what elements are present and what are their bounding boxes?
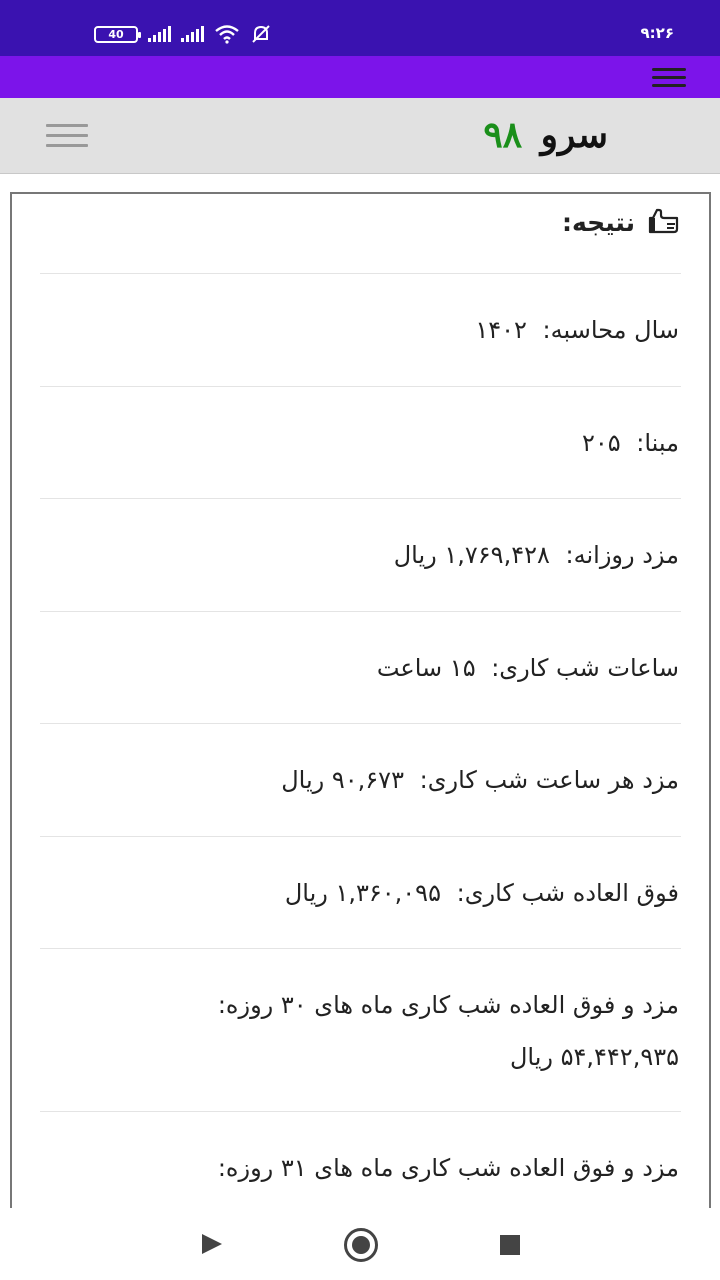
logo-text: سرو bbox=[540, 114, 608, 156]
row-label: مزد و فوق العاده شب کاری ماه های ۳۱ روزه: bbox=[217, 1154, 679, 1182]
row-value: ۵۴,۴۴۲,۹۳۵ ریال bbox=[509, 1043, 679, 1071]
wifi-icon bbox=[214, 24, 240, 44]
result-row-year bbox=[40, 274, 681, 387]
row-label: ساعات شب کاری: bbox=[491, 653, 679, 682]
result-header bbox=[40, 194, 681, 274]
signal-icon bbox=[181, 26, 204, 42]
signal-icon bbox=[148, 26, 171, 42]
battery-icon bbox=[94, 26, 138, 43]
site-header bbox=[0, 98, 720, 174]
navigation-bar bbox=[0, 1208, 720, 1280]
result-list bbox=[40, 194, 681, 1222]
app-bar bbox=[0, 56, 720, 98]
row-label: مزد و فوق العاده شب کاری ماه های ۳۰ روزه: bbox=[217, 991, 679, 1019]
result-row-night-hours bbox=[40, 612, 681, 725]
row-label: فوق العاده شب کاری: bbox=[456, 878, 679, 907]
site-logo[interactable] bbox=[483, 114, 608, 156]
row-value: ۱,۷۶۹,۴۲۸ ریال bbox=[393, 541, 550, 569]
row-value: ۱۵ ساعت bbox=[376, 653, 476, 682]
status-bar bbox=[0, 0, 720, 56]
back-icon[interactable] bbox=[202, 1234, 222, 1254]
row-label: سال محاسبه: bbox=[542, 316, 679, 344]
row-value: ۱۴۰۲ bbox=[475, 316, 527, 344]
result-row-hourly-wage bbox=[40, 724, 681, 837]
row-label: مزد روزانه: bbox=[565, 541, 679, 569]
logo-number: ۹۸ bbox=[483, 114, 523, 156]
home-icon[interactable] bbox=[344, 1228, 378, 1262]
result-row-base bbox=[40, 387, 681, 500]
result-row-daily-wage bbox=[40, 499, 681, 612]
result-card bbox=[10, 192, 711, 1222]
row-label: مزد هر ساعت شب کاری: bbox=[419, 766, 679, 794]
result-row-total-31 bbox=[40, 1112, 681, 1222]
row-label: مبنا: bbox=[636, 428, 679, 457]
row-value: ۱,۳۶۰,۰۹۵ ریال bbox=[284, 878, 441, 907]
result-title: نتیجه: bbox=[562, 208, 635, 237]
hand-point-icon bbox=[647, 208, 681, 236]
menu-icon[interactable] bbox=[652, 68, 686, 88]
mute-icon bbox=[250, 24, 272, 44]
result-row-night-allowance bbox=[40, 837, 681, 950]
result-row-total-30 bbox=[40, 949, 681, 1112]
battery-level: 40 bbox=[108, 27, 124, 41]
status-icons bbox=[94, 22, 272, 46]
recent-apps-icon[interactable] bbox=[500, 1235, 520, 1255]
hamburger-icon[interactable] bbox=[46, 124, 88, 148]
row-value: ۹۰,۶۷۳ ریال bbox=[281, 766, 404, 794]
status-time: ۹:۲۶ bbox=[640, 24, 674, 42]
row-value: ۲۰۵ bbox=[581, 428, 621, 457]
